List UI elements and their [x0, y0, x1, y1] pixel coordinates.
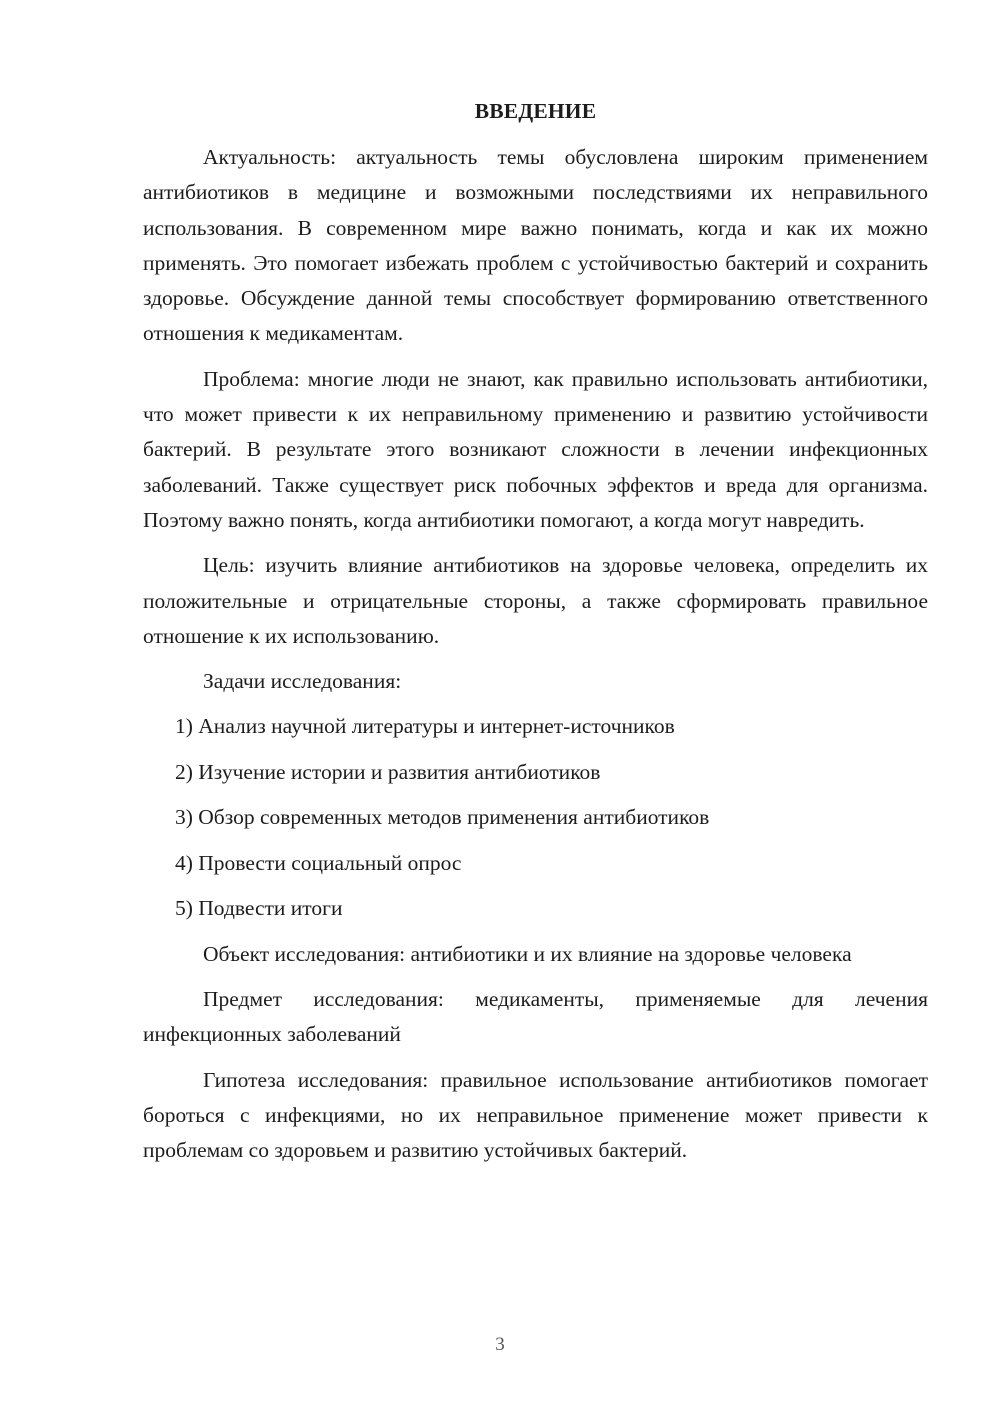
- goal-paragraph: Цель: изучить влияние антибиотиков на здоровье человека, определить их положительные и отрицательные стороны, а также сформировать правильное отношение к их использованию.: [143, 553, 928, 648]
- relevance-paragraph: Актуальность: актуальность темы обусловлена широким применением антибиотиков в медицине и возможными последствиями их неправильного использования. В современном мире важно понимать, когда и как их можно применять. Это помогает избежать проблем с устойчивостью бактерий и сохранить здоровье. Обсуждение данной темы способствует формированию ответственного отношения к медикаментам.: [143, 145, 928, 346]
- task-item-4: 4) Провести социальный опрос: [175, 850, 462, 875]
- page-title: ВВЕДЕНИЕ: [474, 99, 597, 123]
- task-item-1: 1) Анализ научной литературы и интернет-источников: [175, 714, 675, 739]
- task-item-5: 5) Подвести итоги: [175, 896, 343, 921]
- task-item-3: 3) Обзор современных методов применения антибиотиков: [175, 805, 710, 830]
- problem-paragraph: Проблема: многие люди не знают, как правильно использовать антибиотики, что может привести к их неправильному применению и развитию устойчивости бактерий. В результате этого возникают сложности в лечении инфекционных заболеваний. Также существует риск побочных эффектов и вреда для организма. Поэтому важно понять, когда антибиотики помогают, а когда могут навредить.: [143, 366, 928, 532]
- tasks-list: [143, 709, 928, 926]
- research-subject-paragraph: Предмет исследования: медикаменты, применяемые для лечения инфекционных заболеваний: [143, 986, 928, 1047]
- research-object-paragraph: Объект исследования: антибиотики и их влияние на здоровье человека: [203, 941, 852, 966]
- hypothesis-paragraph: Гипотеза исследования: правильное использование антибиотиков помогает бороться с инфекциями, но их неправильное применение может привести к проблемам со здоровьем и развитию устойчивых бактерий.: [143, 1067, 928, 1163]
- page-content: [143, 96, 928, 1178]
- tasks-title: Задачи исследования:: [203, 669, 402, 694]
- task-item-2: 2) Изучение истории и развития антибиотиков: [175, 759, 601, 784]
- page-number: 3: [495, 1334, 505, 1355]
